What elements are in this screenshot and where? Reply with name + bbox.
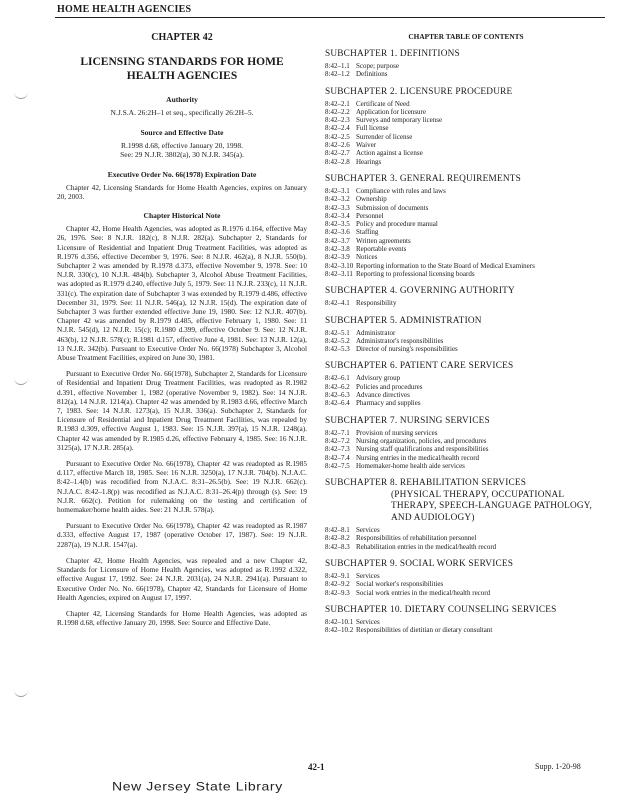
section-number: 8:42–5.3	[325, 345, 350, 354]
section-number: 8:42–3.1	[325, 186, 350, 195]
section-title: Hearings	[356, 157, 382, 166]
source-line: R.1998 d.68, effective January 20, 1998.	[121, 140, 243, 150]
subchapter-heading-cont: AND AUDIOLOGY)	[391, 512, 475, 523]
section-number: 8:42–6.1	[325, 374, 350, 383]
section-title: Full license	[356, 124, 389, 133]
section-title: Social work entries in the medical/health record	[356, 588, 491, 597]
section-number: 8:42–2.8	[325, 157, 350, 166]
toc-entry	[325, 299, 607, 307]
section-number: 8:42–9.3	[325, 588, 350, 597]
section-number: 8:42–2.3	[325, 116, 350, 125]
section-title: Services	[356, 526, 380, 535]
section-number: 8:42–2.2	[325, 107, 350, 116]
section-number: 8:42–7.4	[325, 453, 350, 462]
subchapter-heading	[325, 416, 607, 427]
history-paragraph: Chapter 42, Home Health Agencies, was adopted as R.1976 d.164, effective May 26, 1976. See: 8 N.J.R. 182(c), 8 N.J.R. 282(a). Subchapter 2, Standards for Licensure of Residential and Inpatient Drug Treatment Facilities, was adopted as R.1976 d.356, effective December 9, 1976. See: 8 N.J.R. 462(a), 8 N.J.R. 550(b). Subchapter 2 was amended by R.1978 d.373, effective November 9, 1978. See: 10 N.J.R. 330(c), 10 N.J.R. 484(b). Subchapter 3, Alcohol Abuse Treatment Facilities, was adopted as R.1979 d.240, effective July 5, 1979. See: 11 N.J.R. 233(c), 11 N.J.R. 331(c). The expiration date of Subchapter 3 was extended by R.1979 d.486, effective December 31, 1979. See: 11 N.J.R. 546(a), 12 N.J.R. 15(d). The expiration date of Subchapter 3 was further extended effective June 19, 1980. See: 12 N.J.R. 407(b). Chapter 42 was amended by R.1979 d.485, effective February 1, 1980. See: 11 N.J.R. 545(d), 12 N.J.R. 15(c); R.1980 d.399, effective October 9. See: 12 N.J.R. 463(b), 12 N.J.R. 578(c); R.1981 d.157, effective June 4, 1981. See: 13 N.J.R. 12(a), 13 N.J.R. 342(b). Pursuant to Executive Order No. 66(1978) Subchapter 3, Alcohol Abuse Treatment Facilities, expired on June 30, 1981.	[57, 224, 307, 363]
toc-entry	[325, 149, 607, 157]
section-title: Responsibilities of rehabilitation personnel	[356, 534, 477, 543]
toc-entry	[325, 454, 607, 462]
margin-mark	[14, 92, 28, 99]
toc-entry	[325, 124, 607, 132]
section-number: 8:42–3.11	[325, 269, 353, 278]
toc-entry	[325, 100, 607, 108]
toc-entry	[325, 526, 607, 534]
section-number: 8:42–2.1	[325, 99, 350, 108]
section-number: 8:42–7.2	[325, 436, 350, 445]
subchapter-heading	[325, 316, 607, 327]
section-number: 8:42–4.1	[325, 299, 350, 308]
section-number: 8:42–1.1	[325, 62, 350, 70]
section-number: 8:42–7.3	[325, 445, 350, 454]
section-title: Nursing staff qualifications and responsibilities	[356, 445, 489, 454]
toc-body	[325, 49, 607, 634]
chapter-title: LICENSING STANDARDS FOR HOME HEALTH AGENCIES	[80, 56, 284, 82]
section-number: 8:42–2.6	[325, 141, 350, 150]
subchapter-heading-line: SUBCHAPTER 3. GENERAL REQUIREMENTS	[325, 173, 522, 184]
section-list	[325, 572, 607, 597]
toc-entry	[325, 270, 607, 278]
margin-mark	[14, 378, 28, 385]
subchapter-heading-line: SUBCHAPTER 9. SOCIAL WORK SERVICES	[325, 558, 514, 569]
toc-entry	[325, 399, 607, 407]
section-number: 8:42–3.2	[325, 195, 350, 204]
source-text	[57, 141, 307, 160]
subchapter-heading	[325, 478, 607, 524]
section-title: Services	[356, 571, 380, 580]
section-title: Waiver	[356, 141, 377, 150]
toc-entry	[325, 374, 607, 382]
toc-entry	[325, 626, 607, 634]
history-paragraph: Pursuant to Executive Order No. 66(1978), Subchapter 2, Standards for Licensure of Residential and Inpatient Drug Treatment Facilities, was readopted as R.1982 d.391, effective November 1, 1982 (operative November 9, 1982). See: 14 N.J.R. 812(a), 14 N.J.R. 1214(a). Chapter 42 was amended by R.1983 d.66, effective March 7, 1983. See: 14 N.J.R. 1273(a), 15 N.J.R. 336(a). Subchapter 2, Standards for Licensure of Residential and Inpatient Drug Treatment Facilities, was repealed by R.1983 d.309, effective August 1, 1983. See: 15 N.J.R. 397(a), 15 N.J.R. 1248(a). Chapter 42 was amended by R.1985 d.26, effective February 4, 1985. See: 16 N.J.R. 3125(a), 17 N.J.R. 285(a).	[57, 369, 307, 452]
toc-entry	[325, 141, 607, 149]
section-number: 8:42–8.2	[325, 534, 350, 543]
toc-entry	[325, 158, 607, 166]
subchapter-heading-line: SUBCHAPTER 5. ADMINISTRATION	[325, 315, 482, 326]
section-title: Submission of documents	[356, 203, 429, 212]
section-number: 8:42–3.3	[325, 203, 350, 212]
section-number: 8:42–2.4	[325, 124, 350, 133]
history-paragraph: Pursuant to Executive Order No. 66(1978), Chapter 42 was readopted as R.1987 d.333, effective August 17, 1987 (operative October 17, 1987). See: 19 N.J.R. 2287(a), 19 N.J.R. 1547(a).	[57, 521, 307, 549]
subchapter-heading-line: SUBCHAPTER 1. DEFINITIONS	[325, 49, 460, 59]
section-title: Reporting to professional licensing boards	[356, 269, 475, 278]
toc-entry	[325, 580, 607, 588]
toc-entry	[325, 108, 607, 116]
section-number: 8:42–6.2	[325, 382, 350, 391]
section-title: Pharmacy and supplies	[356, 399, 421, 408]
section-number: 8:42–3.10	[325, 261, 354, 270]
toc-entry	[325, 329, 607, 337]
authority-text: N.J.S.A. 26:2H–1 et seq., specifically 26:2H–5.	[110, 108, 254, 117]
subchapter-heading	[325, 87, 607, 98]
subchapter-heading-line: SUBCHAPTER 8. REHABILITATION SERVICES	[325, 478, 527, 489]
section-list	[325, 100, 607, 166]
subchapter-heading	[325, 559, 607, 570]
history-paragraph: Chapter 42, Licensing Standards for Home Health Agencies, was adopted as R.1998 d.68, effective January 20, 1998. See: Source and Effective Date.	[57, 608, 307, 628]
subchapter-heading	[325, 174, 607, 185]
toc-entry	[325, 187, 607, 195]
section-number: 8:42–3.7	[325, 236, 350, 245]
section-title: Policies and procedures	[356, 382, 423, 391]
toc-entry	[325, 345, 607, 353]
toc-entry	[325, 133, 607, 141]
section-title: Social worker's responsibilities	[356, 580, 444, 589]
expiration-text: Chapter 42, Licensing Standards for Home Health Agencies, expires on January 20, 2003.	[57, 182, 307, 201]
history-paragraph: Pursuant to Executive Order No. 66(1978), Chapter 42 was readopted as R.1985 d.117, effective March 18, 1985. See: 16 N.J.R. 3250(a), 17 N.J.R. 704(b). N.J.A.C. 8:42–1.4(b) was recodified from N.J.A.C. 8:31–26.5(b). See: 19 N.J.R. 662(c). N.J.A.C. 8:42–1.8(p) was recodified as N.J.A.C. 8:31–26.4(p) through (s). See: 19 N.J.R. 662(c). Petition for rulemaking on the testing and certification of homemaker/home health aides. See: 21 N.J.R. 578(a).	[57, 459, 307, 515]
section-title: Written agreements	[356, 236, 411, 245]
toc-entry	[325, 253, 607, 261]
section-title: Action against a license	[356, 149, 423, 158]
toc-entry	[325, 383, 607, 391]
toc-title: CHAPTER TABLE OF CONTENTS	[408, 32, 524, 41]
toc-entry	[325, 462, 607, 470]
subchapter-heading-line: SUBCHAPTER 6. PATIENT CARE SERVICES	[325, 361, 514, 372]
subchapter-heading	[325, 49, 607, 60]
toc-entry	[325, 337, 607, 345]
page-number: 42-1	[308, 762, 325, 772]
section-title: Definitions	[356, 70, 388, 79]
section-list	[325, 618, 607, 635]
section-number: 8:42–9.2	[325, 580, 350, 589]
section-title: Administrator	[356, 328, 396, 337]
section-title: Reportable events	[356, 245, 407, 254]
section-list	[325, 62, 607, 79]
section-number: 8:42–8.3	[325, 542, 350, 551]
toc-entry	[325, 437, 607, 445]
section-number: 8:42–2.7	[325, 149, 350, 158]
section-title: Responsibilities of dietitian or dietary consultant	[356, 626, 493, 635]
section-title: Homemaker-home health aide services	[356, 461, 465, 470]
toc-entry	[325, 237, 607, 245]
library-stamp: New Jersey State Library	[112, 779, 283, 793]
history-heading: Chapter Historical Note	[143, 211, 221, 221]
toc-entry	[325, 262, 607, 270]
table-of-contents	[325, 30, 607, 642]
section-number: 8:42–7.5	[325, 461, 350, 470]
section-number: 8:42–3.9	[325, 253, 350, 262]
section-list	[325, 329, 607, 354]
section-title: Application for licensure	[356, 107, 426, 116]
section-number: 8:42–9.1	[325, 571, 350, 580]
section-title: Advisory group	[356, 374, 401, 383]
supplement-date: Supp. 1-20-98	[535, 762, 581, 771]
left-column	[57, 30, 307, 634]
toc-entry	[325, 445, 607, 453]
subchapter-heading-line: SUBCHAPTER 7. NURSING SERVICES	[325, 415, 490, 426]
subchapter-heading-line: SUBCHAPTER 4. GOVERNING AUTHORITY	[325, 286, 515, 297]
section-list	[325, 526, 607, 551]
section-number: 8:42–7.1	[325, 428, 350, 437]
section-title: Compliance with rules and laws	[356, 186, 446, 195]
subchapter-heading	[325, 605, 607, 616]
section-list	[325, 374, 607, 407]
toc-entry	[325, 429, 607, 437]
subchapter-heading	[325, 361, 607, 372]
section-list	[325, 429, 607, 470]
section-title: Notices	[356, 253, 378, 262]
toc-entry	[325, 70, 607, 78]
section-number: 8:42–3.8	[325, 245, 350, 254]
history-notes	[57, 224, 307, 627]
toc-entry	[325, 572, 607, 580]
section-title: Surveys and temporary license	[356, 116, 443, 125]
section-title: Services	[356, 617, 380, 626]
expiration-heading: Executive Order No. 66(1978) Expiration Date	[107, 169, 257, 179]
section-title: Nursing entries in the medical/health record	[356, 453, 480, 462]
section-number: 8:42–8.1	[325, 526, 350, 535]
section-title: Rehabilitation entries in the medical/health record	[356, 542, 497, 551]
section-list	[325, 187, 607, 278]
subchapter-heading-cont: THERAPY, SPEECH-LANGUAGE PATHOLOGY,	[391, 501, 593, 512]
toc-entry	[325, 543, 607, 551]
toc-entry	[325, 195, 607, 203]
section-title: Surrender of license	[356, 132, 413, 141]
toc-entry	[325, 220, 607, 228]
section-number: 8:42–10.1	[325, 617, 354, 626]
section-number: 8:42–6.4	[325, 399, 350, 408]
section-title: Provision of nursing services	[356, 428, 438, 437]
chapter-number: CHAPTER 42	[151, 32, 213, 43]
running-head: HOME HEALTH AGENCIES	[57, 4, 192, 15]
section-number: 8:42–5.2	[325, 336, 350, 345]
section-title: Policy and procedure manual	[356, 220, 438, 229]
subchapter-heading-line: SUBCHAPTER 10. DIETARY COUNSELING SERVICES	[325, 604, 557, 615]
section-title: Certificate of Need	[356, 99, 410, 108]
margin-mark	[14, 690, 28, 697]
section-number: 8:42–3.6	[325, 228, 350, 237]
subchapter-heading-line: SUBCHAPTER 2. LICENSURE PROCEDURE	[325, 86, 513, 97]
section-title: Advance directives	[356, 391, 410, 400]
subchapter-heading	[325, 286, 607, 297]
header-rule	[55, 17, 605, 18]
toc-entry	[325, 212, 607, 220]
section-title: Responsibility	[356, 299, 397, 308]
section-number: 8:42–3.4	[325, 211, 350, 220]
section-title: Reporting information to the State Board of Medical Examiners	[356, 261, 535, 270]
toc-entry	[325, 391, 607, 399]
section-title: Personnel	[356, 211, 384, 220]
toc-entry	[325, 204, 607, 212]
section-number: 8:42–6.3	[325, 391, 350, 400]
toc-entry	[325, 228, 607, 236]
history-paragraph: Chapter 42, Home Health Agencies, was repealed and a new Chapter 42, Standards for Licensure of Home Health Agencies, was adopted as R.1992 d.322, effective August 17, 1992. See: 24 N.J.R. 2031(a), 24 N.J.R. 2941(a). Pursuant to Executive Order No. No. 66(1978), Chapter 42, Standards for Licensure of Home Health Agencies, expired on August 17, 1997.	[57, 555, 307, 602]
section-number: 8:42–1.2	[325, 70, 350, 79]
section-title: Scope; purpose	[356, 62, 399, 70]
section-title: Director of nursing's responsibilities	[356, 345, 458, 354]
section-number: 8:42–10.2	[325, 626, 354, 635]
section-title: Nursing organization, policies, and procedures	[356, 436, 487, 445]
toc-entry	[325, 534, 607, 542]
section-list	[325, 299, 607, 307]
toc-entry	[325, 589, 607, 597]
toc-entry	[325, 618, 607, 626]
section-number: 8:42–5.1	[325, 328, 350, 337]
toc-entry	[325, 245, 607, 253]
section-number: 8:42–2.5	[325, 132, 350, 141]
toc-entry	[325, 62, 607, 70]
section-title: Ownership	[356, 195, 387, 204]
section-number: 8:42–3.5	[325, 220, 350, 229]
section-title: Staffing	[356, 228, 379, 237]
authority-heading: Authority	[166, 95, 198, 104]
source-line: See: 29 N.J.R. 3802(a), 30 N.J.R. 345(a).	[120, 150, 244, 160]
source-heading: Source and Effective Date	[140, 127, 224, 137]
toc-entry	[325, 116, 607, 124]
subchapter-heading-cont: (PHYSICAL THERAPY, OCCUPATIONAL	[391, 489, 565, 500]
section-title: Administrator's responsibilities	[356, 336, 444, 345]
